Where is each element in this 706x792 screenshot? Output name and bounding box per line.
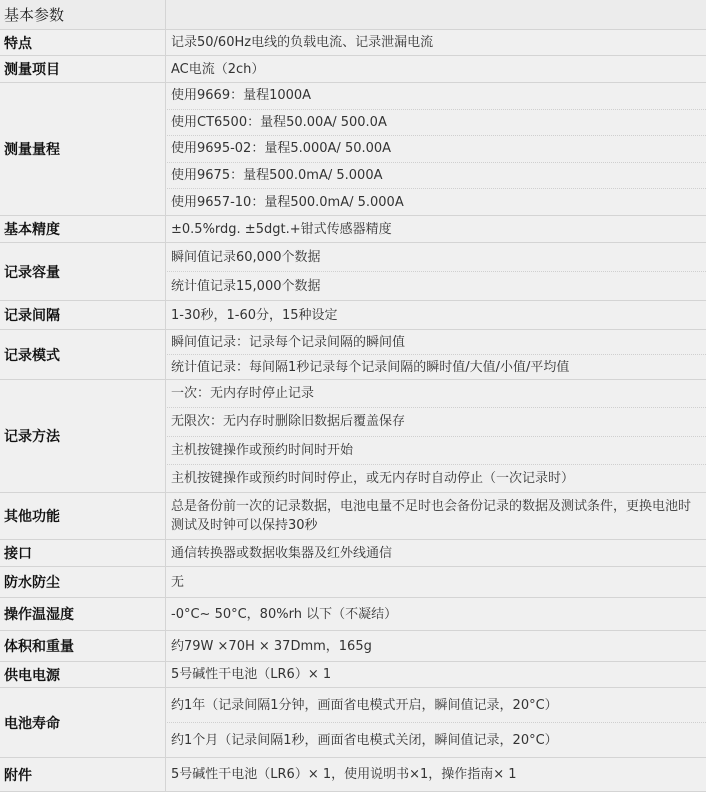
row-value: -0°C~ 50°C，80%rh 以下（不凝结）: [171, 606, 398, 622]
row-label: 体积和重量: [0, 631, 166, 661]
row-value: 约1个月（记录间隔1秒，画面省电模式关闭，瞬间值记录，20°C）: [171, 732, 558, 748]
row-value: 使用9669：量程1000A: [167, 83, 706, 110]
table-row: [0, 758, 706, 792]
table-row: [0, 380, 706, 493]
row-label: 特点: [0, 30, 166, 55]
table-row: [0, 330, 706, 380]
row-value: 统计值记录：每间隔1秒记录每个记录间隔的瞬时值/大值/小值/平均值: [171, 359, 570, 375]
row-value: 使用9695-02：量程5.000A/ 50.00A: [167, 136, 706, 163]
row-value: 瞬间值记录60,000个数据: [167, 243, 706, 272]
row-values: [167, 83, 706, 215]
row-values: [167, 243, 706, 300]
row-label: 记录容量: [0, 243, 166, 300]
row-values: [167, 631, 706, 661]
row-value: 记录50/60Hz电线的负载电流、记录泄漏电流: [171, 35, 434, 50]
table-row: [0, 631, 706, 662]
row-value: 5号碱性干电池（LR6）× 1，使用说明书×1，操作指南× 1: [171, 767, 517, 782]
row-value: 主机按键操作或预约时间时停止，或无内存时自动停止（一次记录时）: [171, 470, 575, 486]
row-values: [167, 30, 706, 55]
row-label: 记录间隔: [0, 301, 166, 329]
row-label: 接口: [0, 540, 166, 566]
row-value: 使用9657-10：量程500.0mA/ 5.000A: [171, 194, 404, 210]
row-value: 无: [171, 574, 185, 590]
row-label: 基本精度: [0, 216, 166, 242]
table-row: [0, 216, 706, 243]
row-values: [167, 56, 706, 82]
row-value: 一次：无内存时停止记录: [167, 380, 706, 408]
row-values: [167, 688, 706, 757]
row-label: 测量项目: [0, 56, 166, 82]
row-values: [167, 330, 706, 379]
row-value: 统计值记录15,000个数据: [171, 278, 321, 294]
row-value: 使用CT6500：量程50.00A/ 500.0A: [167, 110, 706, 137]
table-row: [0, 493, 706, 540]
row-label: 电池寿命: [0, 688, 166, 757]
table-header-row: [0, 0, 706, 30]
row-values: [167, 216, 706, 242]
row-label: 测量量程: [0, 83, 166, 215]
row-value: 瞬间值记录：记录每个记录间隔的瞬间值: [167, 330, 706, 355]
table-row: [0, 567, 706, 598]
row-values: [167, 540, 706, 566]
table-row: [0, 56, 706, 83]
row-value: 总是备份前一次的记录数据，电池电量不足时也会备份记录的数据及测试条件，更换电池时测试及时钟可以保持30秒: [171, 499, 692, 533]
row-values: [167, 598, 706, 630]
row-values: [167, 567, 706, 597]
row-value: 通信转换器或数据收集器及红外线通信: [171, 545, 393, 561]
row-value: 约1年（记录间隔1分钟，画面省电模式开启，瞬间值记录，20°C）: [167, 688, 706, 723]
row-values: [167, 758, 706, 791]
row-value: AC电流（2ch）: [171, 61, 265, 77]
table-row: [0, 598, 706, 631]
row-label: 其他功能: [0, 493, 166, 539]
row-value: 主机按键操作或预约时间时开始: [167, 437, 706, 465]
row-label: 操作温湿度: [0, 598, 166, 630]
row-values: [167, 301, 706, 329]
table-row: [0, 30, 706, 56]
row-value: 5号碱性干电池（LR6）× 1: [171, 667, 332, 682]
table-title: 基本参数: [0, 0, 166, 29]
row-value: 约79W ×70H × 37Dmm，165g: [171, 638, 372, 654]
row-label: 记录方法: [0, 380, 166, 492]
row-values: [167, 493, 706, 539]
row-value: 无限次：无内存时删除旧数据后覆盖保存: [167, 408, 706, 436]
row-value: ±0.5%rdg. ±5dgt.+钳式传感器精度: [171, 221, 392, 237]
table-row: [0, 83, 706, 216]
row-value: 1-30秒，1-60分，15种设定: [171, 307, 338, 323]
row-values: [167, 380, 706, 492]
row-label: 供电电源: [0, 662, 166, 687]
row-value: 使用9675：量程500.0mA/ 5.000A: [167, 163, 706, 190]
row-label: 附件: [0, 758, 166, 791]
table-row: [0, 301, 706, 330]
table-row: [0, 243, 706, 301]
table-row: [0, 662, 706, 688]
row-label: 防水防尘: [0, 567, 166, 597]
row-values: [167, 662, 706, 687]
row-label: 记录模式: [0, 330, 166, 379]
table-row: [0, 540, 706, 567]
table-row: [0, 688, 706, 758]
